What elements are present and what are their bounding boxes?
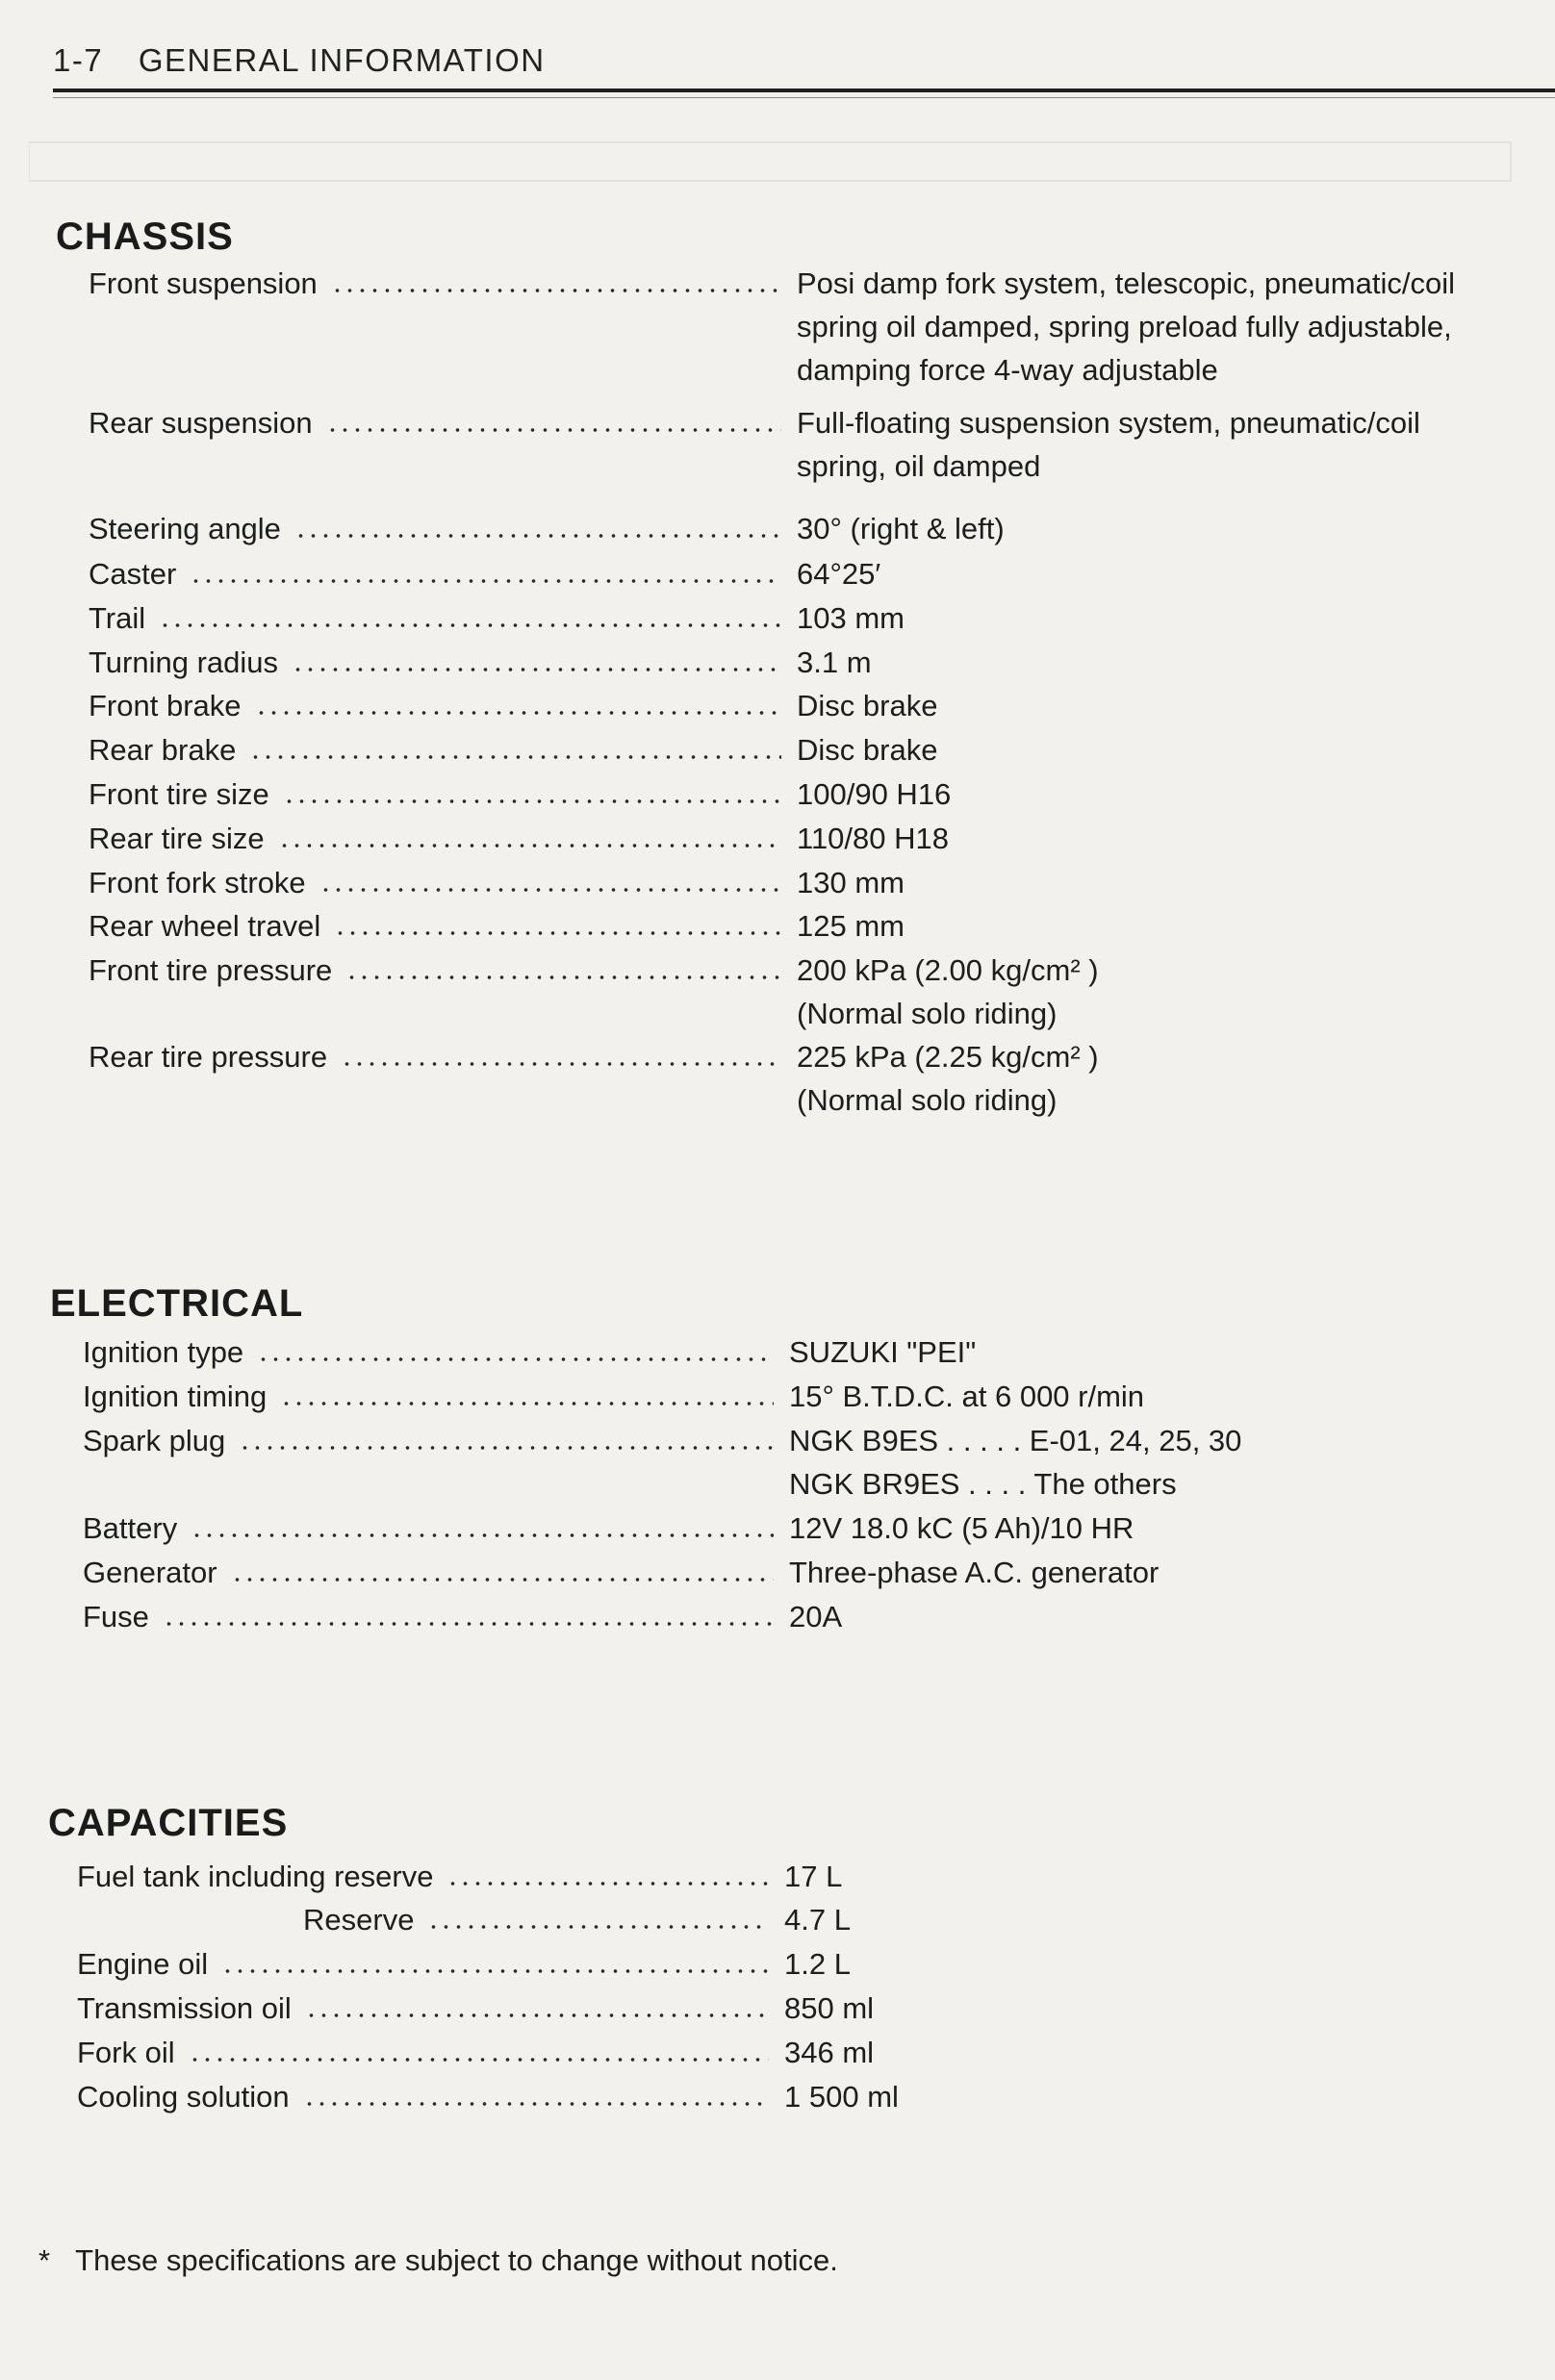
- spec-value: [789, 1506, 1134, 1550]
- spec-value-line: 100/90 H16: [797, 777, 952, 811]
- spec-label: Fuse: [83, 1600, 149, 1633]
- spec-value: [797, 596, 905, 640]
- spec-label: Rear wheel travel: [89, 909, 321, 943]
- spec-value: [797, 262, 1455, 392]
- dot-leader: [255, 710, 781, 716]
- spec-value: [797, 861, 905, 904]
- spec-value-line: 346 ml: [784, 2036, 875, 2069]
- spec-value-line: (Normal solo riding): [797, 997, 1058, 1030]
- spec-value-line: NGK B9ES . . . . . E-01, 24, 25, 30: [789, 1424, 1242, 1457]
- dot-leader: [303, 2101, 769, 2107]
- spec-value-line: 15° B.T.D.C. at 6 000 r/min: [789, 1380, 1145, 1413]
- spec-value-line: 1 500 ml: [784, 2080, 899, 2114]
- spec-value-line: 110/80 H18: [797, 822, 949, 855]
- spec-value: [797, 817, 949, 860]
- spec-label: Cooling solution: [77, 2080, 290, 2114]
- spec-value: [789, 1375, 1144, 1418]
- spec-label: Rear suspension: [89, 406, 313, 440]
- spec-value-line: spring oil damped, spring preload fully adjustable,: [797, 310, 1452, 343]
- spec-value-line: spring, oil damped: [797, 449, 1041, 483]
- spec-value: [797, 507, 1005, 550]
- spec-value: [784, 1987, 874, 2030]
- spec-value-line: SUZUKI "PEI": [789, 1335, 977, 1369]
- spec-value-line: 200 kPa (2.00 kg/cm² ): [797, 953, 1099, 987]
- spec-value-line: 12V 18.0 kC (5 Ah)/10 HR: [789, 1511, 1134, 1545]
- dot-leader: [239, 1445, 774, 1451]
- dot-leader: [294, 533, 781, 539]
- dot-leader: [319, 887, 781, 893]
- spec-value: [784, 1898, 851, 1941]
- dot-leader: [221, 1968, 769, 1974]
- dot-leader: [427, 1924, 769, 1930]
- header-rule-thin: [53, 97, 1555, 98]
- dot-leader: [257, 1356, 774, 1362]
- dot-leader: [334, 930, 781, 936]
- spec-value: [797, 401, 1420, 488]
- page-header-title: GENERAL INFORMATION: [138, 42, 546, 78]
- spec-value: [784, 1942, 851, 1986]
- spec-label: Spark plug: [83, 1424, 226, 1457]
- spec-value: [797, 641, 872, 684]
- spec-value-line: Disc brake: [797, 733, 938, 767]
- dot-leader: [305, 2013, 769, 2018]
- spec-label: Transmission oil: [77, 1991, 292, 2025]
- spec-label: Battery: [83, 1511, 178, 1545]
- spec-value-line: Posi damp fork system, telescopic, pneumatic/coil: [797, 266, 1455, 300]
- spec-value: [789, 1330, 976, 1374]
- spec-value-line: Full-floating suspension system, pneumatic/coil: [797, 406, 1420, 440]
- footnote-text: These specifications are subject to change without notice.: [75, 2243, 838, 2277]
- spec-value-line: 125 mm: [797, 909, 905, 943]
- bleed-through-background: [29, 135, 1530, 203]
- spec-value: [797, 552, 880, 595]
- spec-value-line: 103 mm: [797, 601, 905, 635]
- dot-leader: [278, 843, 781, 848]
- spec-label: Front tire size: [89, 777, 269, 811]
- dot-leader: [189, 2057, 769, 2063]
- spec-label: Generator: [83, 1556, 217, 1589]
- spec-value: [784, 2031, 874, 2074]
- chassis-heading: CHASSIS: [56, 215, 234, 258]
- spec-value-line: 17 L: [784, 1860, 843, 1893]
- footnote: [38, 2243, 838, 2278]
- header-rule: [53, 89, 1555, 92]
- bleed-through-shape: [29, 135, 1530, 192]
- dot-leader: [331, 288, 781, 293]
- spec-label: Steering angle: [89, 512, 281, 545]
- spec-label: Caster: [89, 557, 177, 591]
- spec-label: Reserve: [303, 1903, 415, 1937]
- spec-value: [789, 1551, 1159, 1594]
- page-number: 1-7: [53, 42, 104, 78]
- dot-leader: [341, 1061, 781, 1067]
- spec-value-line: damping force 4-way adjustable: [797, 353, 1218, 387]
- spec-label: Front fork stroke: [89, 866, 306, 899]
- spec-value-line: 30° (right & left): [797, 512, 1005, 545]
- footnote-marker: *: [38, 2243, 51, 2277]
- dot-leader: [283, 798, 781, 804]
- spec-value-line: 225 kPa (2.25 kg/cm² ): [797, 1040, 1099, 1074]
- dot-leader: [231, 1577, 774, 1582]
- dot-leader: [191, 1532, 774, 1538]
- dot-leader: [345, 975, 781, 980]
- dot-leader: [326, 427, 781, 433]
- spec-value: [797, 1035, 1099, 1122]
- spec-value-line: 850 ml: [784, 1991, 875, 2025]
- spec-value: [797, 904, 905, 948]
- spec-value: [797, 949, 1099, 1035]
- spec-value: [797, 684, 937, 727]
- spec-value: [784, 1855, 842, 1898]
- spec-value-line: 130 mm: [797, 866, 905, 899]
- spec-label: Trail: [89, 601, 146, 635]
- dot-leader: [446, 1881, 769, 1886]
- spec-label: Ignition timing: [83, 1380, 268, 1413]
- spec-value: [789, 1419, 1241, 1506]
- spec-value: [784, 2075, 899, 2118]
- spec-value-line: 4.7 L: [784, 1903, 851, 1937]
- dot-leader: [163, 1621, 774, 1627]
- dot-leader: [159, 622, 781, 628]
- spec-label: Rear tire size: [89, 822, 265, 855]
- spec-label: Engine oil: [77, 1947, 209, 1981]
- spec-value-line: 20A: [789, 1600, 843, 1633]
- spec-label: Rear tire pressure: [89, 1040, 328, 1074]
- page-header: [53, 42, 546, 79]
- dot-leader: [280, 1401, 774, 1406]
- spec-label: Front suspension: [89, 266, 318, 300]
- spec-label: Ignition type: [83, 1335, 244, 1369]
- spec-label: Fork oil: [77, 2036, 175, 2069]
- capacities-heading: CAPACITIES: [48, 1802, 289, 1844]
- spec-value-line: 1.2 L: [784, 1947, 851, 1981]
- dot-leader: [292, 667, 781, 672]
- spec-value: [797, 772, 951, 816]
- spec-value-line: Disc brake: [797, 689, 938, 722]
- spec-value-line: NGK BR9ES . . . . The others: [789, 1467, 1177, 1501]
- spec-label: Turning radius: [89, 646, 279, 679]
- spec-label: Front brake: [89, 689, 242, 722]
- spec-value-line: (Normal solo riding): [797, 1083, 1058, 1117]
- dot-leader: [190, 578, 781, 584]
- spec-value: [789, 1595, 842, 1638]
- spec-label: Fuel tank including reserve: [77, 1860, 434, 1893]
- dot-leader: [249, 754, 781, 760]
- spec-value-line: 3.1 m: [797, 646, 872, 679]
- spec-label: Rear brake: [89, 733, 237, 767]
- spec-value: [797, 728, 937, 772]
- spec-label: Front tire pressure: [89, 953, 333, 987]
- spec-value-line: 64°25′: [797, 557, 881, 591]
- spec-value-line: Three-phase A.C. generator: [789, 1556, 1160, 1589]
- electrical-heading: ELECTRICAL: [50, 1282, 304, 1325]
